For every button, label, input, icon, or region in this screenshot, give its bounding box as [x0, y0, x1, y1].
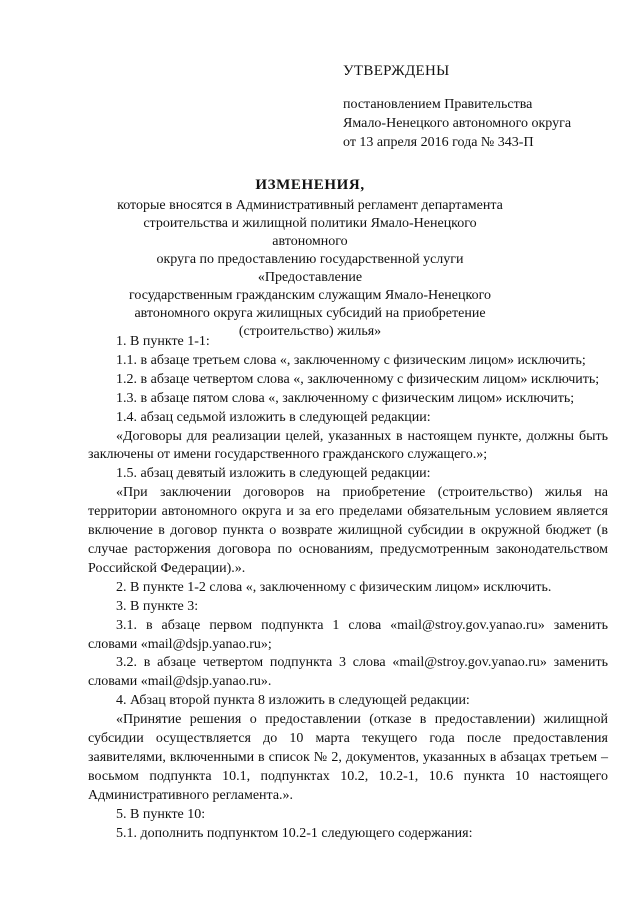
document-title: ИЗМЕНЕНИЯ,	[255, 177, 365, 193]
subtitle-line: округа по предоставлению государственной услуги «Предоставление	[156, 252, 464, 285]
paragraph-3-1: 3.1. в абзаце первом подпункта 1 слова «mail@stroy.gov.yanao.ru» заменить словами «mail@dsjp.yanao.ru»;	[88, 617, 608, 652]
subtitle-line: (строительство) жилья»	[238, 324, 382, 339]
document-body	[88, 333, 608, 843]
paragraph-4: 4. Абзац второй пункта 8 изложить в следующей редакции:	[116, 693, 470, 709]
paragraph-1-1: 1.1. в абзаце третьем слова «, заключенному с физическим лицом» исключить;	[116, 352, 586, 368]
document-title-block	[110, 176, 510, 341]
paragraph-3: 3. В пункте 3:	[116, 598, 199, 614]
paragraph-1-3: 1.3. в абзаце пятом слова «, заключенному с физическим лицом» исключить;	[116, 390, 575, 406]
paragraph-5-1: 5.1. дополнить подпунктом 10.2-1 следующего содержания:	[116, 825, 473, 841]
paragraph-4-text: «Принятие решения о предоставлении (отказе в предоставлении) жилищной субсидии осуществляется до 10 марта текущего года после предоставления заявителями, включенными в список № 2, документов, указанных в абзацах третьем – восьмом подпункта 10.1, подпунктах 10.2, 10.2-1, 10.6 пункта 10 настоящего Административного регламента.».	[88, 712, 608, 803]
paragraph-1-4-text: «Договоры для реализации целей, указанных в настоящем пункте, должны быть заключены от имени государственного гражданского служащего.»;	[88, 428, 608, 463]
subtitle-line: государственным гражданским служащим Ямало-Ненецкого	[128, 288, 491, 303]
paragraph-3-2: 3.2. в абзаце четвертом подпункта 3 слова «mail@stroy.gov.yanao.ru» заменить словами «mail@dsjp.yanao.ru».	[88, 655, 608, 690]
approval-line: от 13 апреля 2016 года № 343-П	[343, 135, 534, 150]
approval-line: постановлением Правительства	[343, 97, 533, 112]
paragraph-2: 2. В пункте 1-2 слова «, заключенному с физическим лицом» исключить.	[116, 579, 552, 595]
paragraph-1: 1. В пункте 1-1:	[116, 334, 210, 349]
paragraph-1-2: 1.2. в абзаце четвертом слова «, заключенному с физическим лицом» исключить;	[116, 371, 600, 387]
paragraph-1-5: 1.5. абзац девятый изложить в следующей редакции:	[116, 466, 431, 482]
paragraph-5: 5. В пункте 10:	[116, 806, 206, 822]
subtitle-line: строительства и жилищной политики Ямало-Ненецкого автономного	[143, 216, 477, 249]
approval-line: Ямало-Ненецкого автономного округа	[343, 116, 572, 131]
paragraph-1-4: 1.4. абзац седьмой изложить в следующей редакции:	[116, 409, 431, 425]
approval-heading: УТВЕРЖДЕНЫ	[343, 63, 450, 79]
subtitle-line: которые вносятся в Административный регламент департамента	[117, 198, 503, 213]
paragraph-1-5-text: «При заключении договоров на приобретение (строительство) жилья на территории автономного округа и за его пределами обязательным условием является включение в договор пункта о возврате жилищной субсидии в окружной бюджет (в случае расторжения договора по основаниям, предусмотренным законодательством Российской Федерации).».	[88, 485, 608, 576]
approval-stamp	[343, 62, 623, 152]
subtitle-line: автономного округа жилищных субсидий на приобретение	[134, 306, 486, 321]
